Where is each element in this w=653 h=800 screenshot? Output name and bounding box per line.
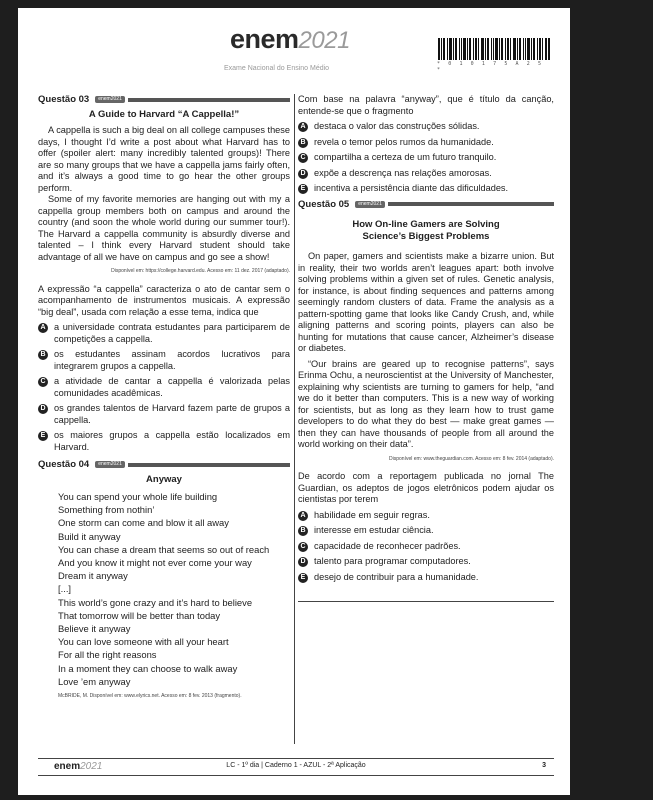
- lyric-line: This world’s gone crazy and it’s hard to believe: [58, 596, 253, 608]
- passage-paragraph: On paper, gamers and scientists make a bizarre union. But in reality, their two worlds aren’t leagues apart: both involve solving problems within a given set of rules. Genetic analysis, for instance, is about finding sequences and patterns among seemingly random clusters of data. Frame the analysis as a pattern-spotting game that looks like Candy Crush, and, while aligning patterns and scoring points, players can also be hunting for mutations that cause cancer, Alzheimer’s disease or diabetes.: [298, 251, 554, 353]
- footer-brand: enem: [54, 761, 81, 772]
- option-e[interactable]: [298, 183, 554, 195]
- option-text: revela o temor pelos rumos da humanidade.: [314, 136, 494, 147]
- exam-page: [18, 8, 570, 795]
- barcode-number: * 0 1 0 1 7 5 A 2 5 *: [437, 61, 544, 73]
- option-letter-icon: D: [298, 557, 308, 567]
- option-b[interactable]: [38, 349, 290, 372]
- question-stem: De acordo com a reportagem publicada no jornal The Guardian, os adeptos de jogos eletrônicos podem ajudar os cientistas por terem: [298, 471, 554, 504]
- question-tag: enem2021: [355, 201, 385, 208]
- lyric-line: [...]: [58, 583, 72, 595]
- option-d[interactable]: [298, 168, 554, 180]
- option-text: a atividade de cantar a cappella é valorizada pelas comunidades acadêmicas.: [54, 376, 290, 398]
- barcode-icon: [438, 38, 550, 60]
- option-text: a universidade contrata estudantes para participarem de competições a cappella.: [54, 322, 290, 344]
- option-c[interactable]: [298, 152, 554, 164]
- option-d[interactable]: [298, 556, 554, 568]
- section-divider: [298, 601, 554, 602]
- page-number: 3: [542, 762, 546, 769]
- lyric-line: In a moment they can choose to walk away: [58, 662, 238, 674]
- left-column: [38, 94, 290, 709]
- option-letter-icon: C: [38, 377, 48, 387]
- lyrics: [38, 490, 290, 688]
- option-a[interactable]: [298, 121, 554, 133]
- header-bar: [388, 202, 554, 206]
- option-text: compartilha a certeza de um futuro tranquilo.: [314, 152, 497, 162]
- option-c[interactable]: [298, 541, 554, 553]
- lyric-line: One storm can come and blow it all away: [58, 517, 229, 529]
- option-letter-icon: A: [38, 323, 48, 333]
- option-a[interactable]: [38, 322, 290, 345]
- lyric-line: Believe it anyway: [58, 623, 131, 635]
- footer-year: 2021: [80, 761, 103, 772]
- option-letter-icon: C: [298, 542, 308, 552]
- option-letter-icon: B: [38, 350, 48, 360]
- option-text: incentiva a persistência diante das dificuldades.: [314, 183, 509, 193]
- option-e[interactable]: [38, 430, 290, 453]
- passage: [298, 251, 554, 451]
- source-citation: McBRIDE, M. Disponível em: www.elyrics.net. Acesso em: 8 fev. 2013 (fragmento).: [58, 693, 242, 700]
- option-letter-icon: C: [298, 153, 308, 163]
- lyric-line: That tomorrow will be better than today: [58, 609, 221, 621]
- option-text: desejo de contribuir para a humanidade.: [314, 571, 479, 582]
- option-letter-icon: D: [298, 169, 308, 179]
- option-letter-icon: A: [298, 511, 308, 521]
- question-tag: enem2021: [95, 461, 125, 468]
- option-a[interactable]: [298, 510, 554, 522]
- page-footer: [38, 758, 554, 776]
- question-03-header: [38, 94, 290, 106]
- logo-year: 2021: [298, 27, 350, 54]
- passage: [38, 125, 290, 263]
- logo-brand: enem: [230, 24, 299, 54]
- footer-caption: LC - 1º dia | Caderno 1 - AZUL - 2ª Aplicação: [226, 762, 366, 769]
- option-b[interactable]: [298, 525, 554, 537]
- question-05-header: [298, 199, 554, 211]
- source-citation: Disponível em: www.theguardian.com. Acesso em: 8 fev. 2014 (adaptado).: [389, 455, 554, 462]
- option-text: os grandes talentos de Harvard fazem parte de grupos a cappella.: [54, 403, 290, 425]
- page-header: [18, 8, 570, 88]
- option-text: talento para programar computadores.: [314, 556, 471, 566]
- question-04-header: [38, 459, 290, 471]
- question-stem: Com base na palavra “anyway”, que é título da canção, entende-se que o fragmento: [298, 94, 554, 116]
- option-text: interesse em estudar ciência.: [314, 525, 434, 535]
- header-bar: [128, 463, 290, 467]
- lyric-line: You can love someone with all your heart: [58, 636, 229, 648]
- option-letter-icon: E: [298, 573, 308, 583]
- lyric-line: Love ’em anyway: [58, 675, 131, 687]
- option-letter-icon: B: [298, 138, 308, 148]
- option-text: capacidade de reconhecer padrões.: [314, 540, 461, 551]
- source-citation: Disponível em: https://college.harvard.edu. Acesso em: 11 dez. 2017 (adaptado).: [111, 268, 290, 274]
- question-number: Questão 04: [38, 459, 90, 470]
- passage-paragraph: A cappella is such a big deal on all college campuses these days, I thought I’d write a post about what Harvard has to offer (spoiler alert: many incredibly talented groups)! There are so many groups that we have a cappella jams fairly often, and it’s always a good time to go hear the other groups perform.: [38, 125, 290, 193]
- song-title: Anyway: [146, 473, 182, 485]
- lyric-line: Dream it anyway: [58, 570, 128, 582]
- option-e[interactable]: [298, 572, 554, 584]
- lyric-line: Build it anyway: [58, 530, 121, 542]
- lyric-line: Something from nothin’: [58, 504, 155, 516]
- question-tag: enem2021: [95, 96, 125, 103]
- option-text: os estudantes assinam acordos lucrativos para integrarem grupos a cappella.: [54, 349, 290, 371]
- passage-paragraph: “Our brains are geared up to recognise patterns”, says Erinma Ochu, a neuroscientist at the University of Manchester, explaining why scientists are turning to gamers for help, “and we do it better than computers. This is a new way of working for scientists, but as long as they learn how to trust game developers to do what they do best — make great games — then they can have thousands of people from all around the world working on their data”.: [298, 358, 554, 449]
- exam-subtitle: Exame Nacional do Ensino Médio: [224, 65, 330, 72]
- lyric-line: And you know it might not ever come your way: [58, 557, 252, 569]
- option-b[interactable]: [298, 137, 554, 149]
- right-column: [298, 94, 554, 602]
- option-letter-icon: E: [38, 431, 48, 441]
- question-number: Questão 03: [38, 94, 90, 105]
- passage-paragraph: Some of my favorite memories are hanging out with my a cappella group members both on campus and around the country (and soon the whole world during our summer tour!). The Harvard a cappella community is absurdly diverse and talented – I think every Harvard student should take advantage of all we have on campus and go see a show!: [38, 194, 290, 262]
- enem-logo: [230, 24, 350, 55]
- lyric-line: For all the right reasons: [58, 649, 157, 661]
- option-c[interactable]: [38, 376, 290, 399]
- option-letter-icon: D: [38, 404, 48, 414]
- option-d[interactable]: [38, 403, 290, 426]
- option-text: destaca o valor das construções sólidas.: [314, 121, 480, 131]
- option-letter-icon: A: [298, 122, 308, 132]
- text-title: A Guide to Harvard “A Cappella!”: [88, 108, 240, 120]
- column-divider: [294, 94, 295, 744]
- lyric-line: You can chase a dream that seems so out of reach: [58, 543, 270, 555]
- lyric-line: You can spend your whole life building: [58, 491, 218, 502]
- option-text: expõe a descrença nas relações amorosas.: [314, 167, 492, 178]
- article-title: How On-line Gamers are Solving Science’s Biggest Problems: [352, 219, 500, 242]
- header-bar: [128, 98, 290, 102]
- option-letter-icon: E: [298, 184, 308, 194]
- option-text: habilidade em seguir regras.: [314, 509, 430, 520]
- option-letter-icon: B: [298, 526, 308, 536]
- question-stem: A expressão “a cappella” caracteriza o ato de cantar sem o acompanhamento de instrumentos musicais. A expressão “big deal”, usada com relação a esse tema, indica que: [38, 283, 290, 317]
- option-text: os maiores grupos a cappella estão localizados em Harvard.: [54, 430, 290, 452]
- question-number: Questão 05: [298, 198, 350, 210]
